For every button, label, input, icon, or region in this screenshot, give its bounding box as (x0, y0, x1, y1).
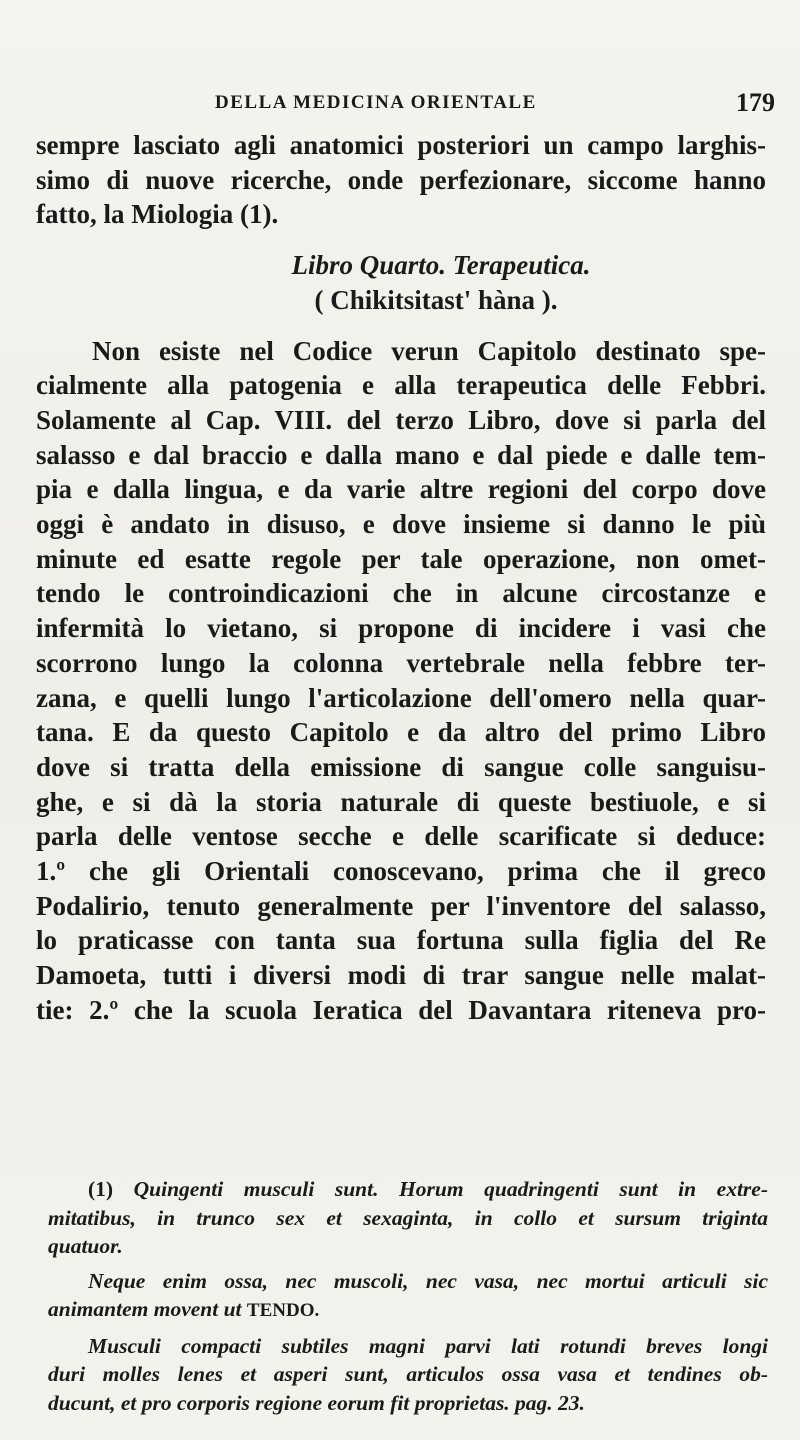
text-line: Non esiste nel Codice verun Capitolo destinato spe- (92, 335, 766, 366)
text-line: minute ed esatte regole per tale operazione, non omet- (36, 543, 766, 574)
footnote-2 (48, 1267, 768, 1326)
text-line: parla delle ventose secche e delle scarificate si deduce: (36, 821, 766, 852)
text-line: zana, e quelli lungo l'articolazione dell'omero nella quar- (36, 682, 766, 713)
text-line: Podalirio, tenuto generalmente per l'inventore del salasso, (36, 890, 766, 921)
text-line: sempre lasciato agli anatomici posteriori un campo larghis- (36, 130, 766, 160)
text-line: scorrono lungo la colonna vertebrale nella febbre ter- (36, 647, 766, 678)
footnote-line: duri molles lenes et asperi sunt, articulos ossa vasa et tendines ob- (48, 1362, 768, 1386)
section-subtitle: ( Chikitsitast' hàna ). (314, 284, 558, 315)
footnotes (48, 1175, 768, 1423)
section-title: Libro Quarto. Terapeutica. (291, 250, 591, 281)
page-number: 179 (736, 88, 775, 117)
footnote-text: Quingenti musculi sunt. Horum quadringenti sunt in extre- (133, 1177, 769, 1201)
text-line: pia e dalla lingua, e da varie altre regioni del corpo dove (36, 474, 766, 505)
page-header (215, 88, 775, 124)
running-head: DELLA MEDICINA ORIENTALE (215, 92, 537, 113)
text-line: 1.º che gli Orientali conoscevano, prima che il greco (36, 856, 766, 887)
footnote-marker: (1) (88, 1177, 114, 1201)
footnote-line (48, 1295, 768, 1326)
text-line: infermità lo vietano, si propone di incidere i vasi che (36, 613, 766, 644)
footnote-line: Musculi compacti subtiles magni parvi lati rotundi breves longi (88, 1333, 768, 1358)
footnote-line: Neque enim ossa, nec muscoli, nec vasa, nec mortui articuli sic (88, 1268, 768, 1293)
footnote-text: animantem movent ut (48, 1297, 242, 1321)
text-line: salasso e dal braccio e dalla mano e dal piede e dalle tem- (36, 439, 766, 470)
text-line: dove si tratta della emissione di sangue colle sanguisu- (36, 751, 766, 782)
footnote-1 (48, 1175, 768, 1261)
main-text (36, 128, 766, 1028)
text-line: simo di nuove ricerche, onde perfezionare, siccome hanno (36, 164, 766, 195)
footnote-line (48, 1175, 768, 1204)
footnote-line: ducunt, et pro corporis regione eorum fit proprietas. pag. 23. (48, 1390, 585, 1415)
text-line: tie: 2.º che la scuola Ieratica del Davantara riteneva pro- (36, 994, 766, 1025)
text-line: tana. E da questo Capitolo e da altro del primo Libro (36, 717, 766, 748)
footnote-3 (48, 1332, 768, 1418)
text-line: tendo le controindicazioni che in alcune circostanze e (36, 578, 766, 609)
text-line: ghe, e si dà la storia naturale di queste bestiuole, e si (36, 786, 766, 817)
text-line: Damoeta, tutti i diversi modi di trar sangue nelle malat- (36, 960, 766, 991)
text-line: oggi è andato in disuso, e dove insieme si danno le più (36, 509, 766, 540)
footnote-smallcaps: TENDO. (246, 1300, 320, 1321)
text-line: Solamente al Cap. VIII. del terzo Libro, dove si parla del (36, 404, 766, 435)
text-line: cialmente alla patogenia e alla terapeutica delle Febbri. (36, 370, 766, 401)
footnote-line: quatuor. (48, 1234, 123, 1258)
text-line: fatto, la Miologia (1). (36, 199, 279, 230)
footnote-line: mitatibus, in trunco sex et sexaginta, in collo et sursum triginta (48, 1205, 768, 1230)
text-line: lo praticasse con tanta sua fortuna sulla figlia del Re (36, 925, 766, 956)
